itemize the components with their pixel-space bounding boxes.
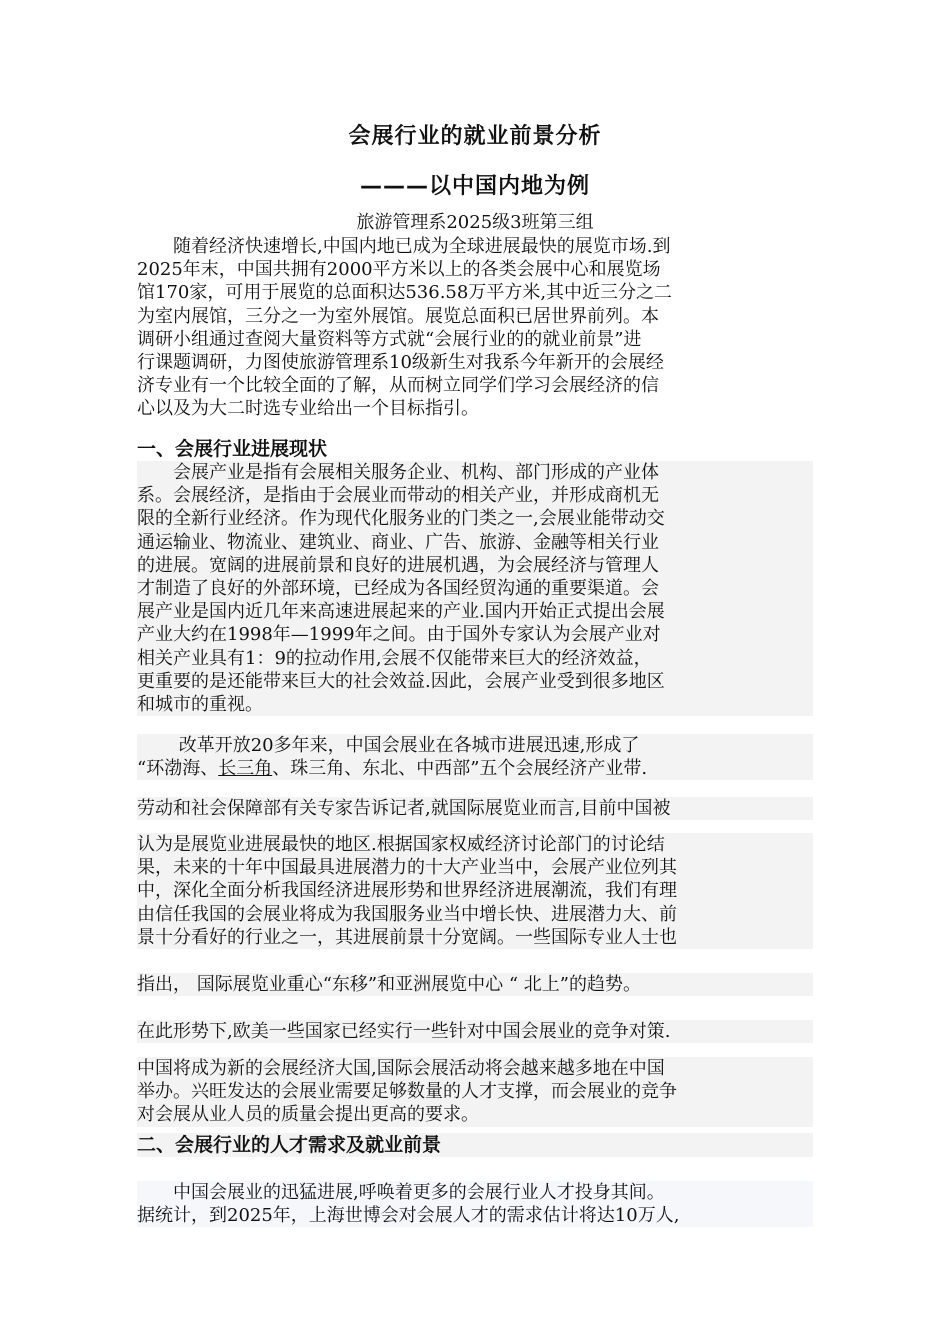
intro-line: 2025年末，中国共拥有2000平方米以上的各类会展中心和展览场 (137, 259, 661, 281)
section1-p1-line: 的进展。宽阔的进展前景和良好的进展机遇，为会展经济与管理人 (137, 554, 659, 576)
section1-p2-line: 改革开放20多年来，中国会展业在各城市进展迅速,形成了 (137, 735, 640, 756)
intro-line: 调研小组通过查阅大量资料等方式就“会展行业的的就业前景”进 (137, 328, 642, 350)
section1-p1-line: 才制造了良好的外部环境，已经成为各国经贸沟通的重要渠道。会 (137, 578, 659, 600)
underlined-term: 长三角 (218, 758, 273, 780)
intro-line: 行课题调研，力图使旅游管理系10级新生对我系今年新开的会展经 (137, 352, 664, 374)
section1-p2-line: 由信任我国的会展业将成为我国服务业当中增长快、进展潜力大、前 (137, 903, 677, 925)
section2-paragraph-1 (137, 1181, 813, 1227)
section1-p1-line: 和城市的重视。 (137, 694, 263, 716)
section1-p4-line: 举办。兴旺发达的会展业需要足够数量的人才支撑，而会展业的竞争 (137, 1081, 677, 1103)
document-title: 会展行业的就业前景分析 (348, 124, 602, 149)
section1-p1-line: 相关产业具有1：9的拉动作用,会展不仅能带来巨大的经济效益， (137, 647, 652, 669)
section1-p1-line: 展产业是国内近几年来高速进展起来的产业.国内开始正式提出会展 (137, 601, 665, 623)
section2-p1-line: 中国会展业的迅猛进展,呼唤着更多的会展行业人才投身其间。 (137, 1182, 665, 1203)
section1-p2-line: 指出， 国际展览业重心“东移”和亚洲展览中心 “ 北上”的趋势。 (137, 974, 641, 995)
section2-p1-line: 据统计，到2025年，上海世博会对会展人才的需求估计将达10万人, (137, 1205, 680, 1227)
section1-p3-line: 在此形势下,欧美一些国家已经实行一些针对中国会展业的竞争对策. (137, 1021, 671, 1042)
section1-paragraph-1 (137, 461, 813, 716)
section1-p1-line: 系。会展经济，是指由于会展业而带动的相关产业，并形成商机无 (137, 485, 659, 507)
section1-p1-line: 更重要的是还能带来巨大的社会效益.因此，会展产业受到很多地区 (137, 670, 665, 692)
section1-paragraph-2-rest (137, 833, 813, 949)
section1-p1-line: 通运输业、物流业、建筑业、商业、广告、旅游、金融等相关行业 (137, 531, 659, 553)
section1-p2-line: 认为是展览业进展最快的地区.根据国家权威经济讨论部门的讨论结 (137, 834, 665, 855)
section1-p1-line: 会展产业是指有会展相关服务企业、机构、部门形成的产业体 (137, 462, 659, 483)
section-heading-1: 一、会展行业进展现状 (137, 438, 328, 460)
section1-p2-text: 、珠三角、东北、中西部”五个会展经济产业带. (272, 758, 648, 780)
section1-p1-line: 限的全新行业经济。作为现代化服务业的门类之一,会展业能带动交 (137, 508, 665, 530)
section1-paragraph-2 (137, 734, 813, 780)
section1-p1-line: 产业大约在1998年—1999年之间。由于国外专家认为会展产业对 (137, 624, 661, 646)
intro-line: 为室内展馆，三分之一为室外展馆。展览总面积已居世界前列。本 (137, 305, 659, 327)
section1-p2-line: 中，深化全面分析我国经济进展形势和世界经济进展潮流，我们有理 (137, 880, 677, 902)
section1-p2-line: 劳动和社会保障部有关专家告诉记者,就国际展览业而言,目前中国被 (137, 798, 671, 819)
intro-line: 心以及为大二时选专业给出一个目标指引。 (137, 398, 479, 420)
intro-line: 馆170家，可用于展览的总面积达536.58万平方米,其中近三分之二 (137, 282, 673, 304)
section-heading-2: 二、会展行业的人才需求及就业前景 (137, 1133, 813, 1157)
intro-line: 济专业有一个比较全面的了解，从而树立同学们学习会展经济的信 (137, 375, 659, 397)
section1-p2-line (137, 757, 813, 780)
section1-p2-line: 果，未来的十年中国最具进展潜力的十大产业当中，会展产业位列其 (137, 857, 677, 879)
intro-paragraph (137, 235, 813, 421)
intro-line: 随着经济快速增长,中国内地已成为全球进展最快的展览市场.到 (137, 236, 671, 257)
document-subtitle: ———以中国内地为例 (359, 174, 590, 199)
section1-p4-line: 中国将成为新的会展经济大国,国际会展活动将会越来越多地在中国 (137, 1058, 665, 1079)
section1-paragraph-3 (137, 1020, 813, 1043)
section1-p2-line: 景十分看好的行业之一，其进展前景十分宽阔。一些国际专业人士也 (137, 926, 677, 948)
section1-paragraph-2-final (137, 973, 813, 996)
document-byline: 旅游管理系2025级3班第三组 (356, 212, 594, 233)
section1-p2-text: “环渤海、 (137, 758, 219, 780)
section1-p4-line: 对会展从业人员的质量会提出更高的要求。 (137, 1104, 479, 1126)
section1-paragraph-4 (137, 1057, 813, 1127)
section1-paragraph-2-cont (137, 797, 813, 820)
